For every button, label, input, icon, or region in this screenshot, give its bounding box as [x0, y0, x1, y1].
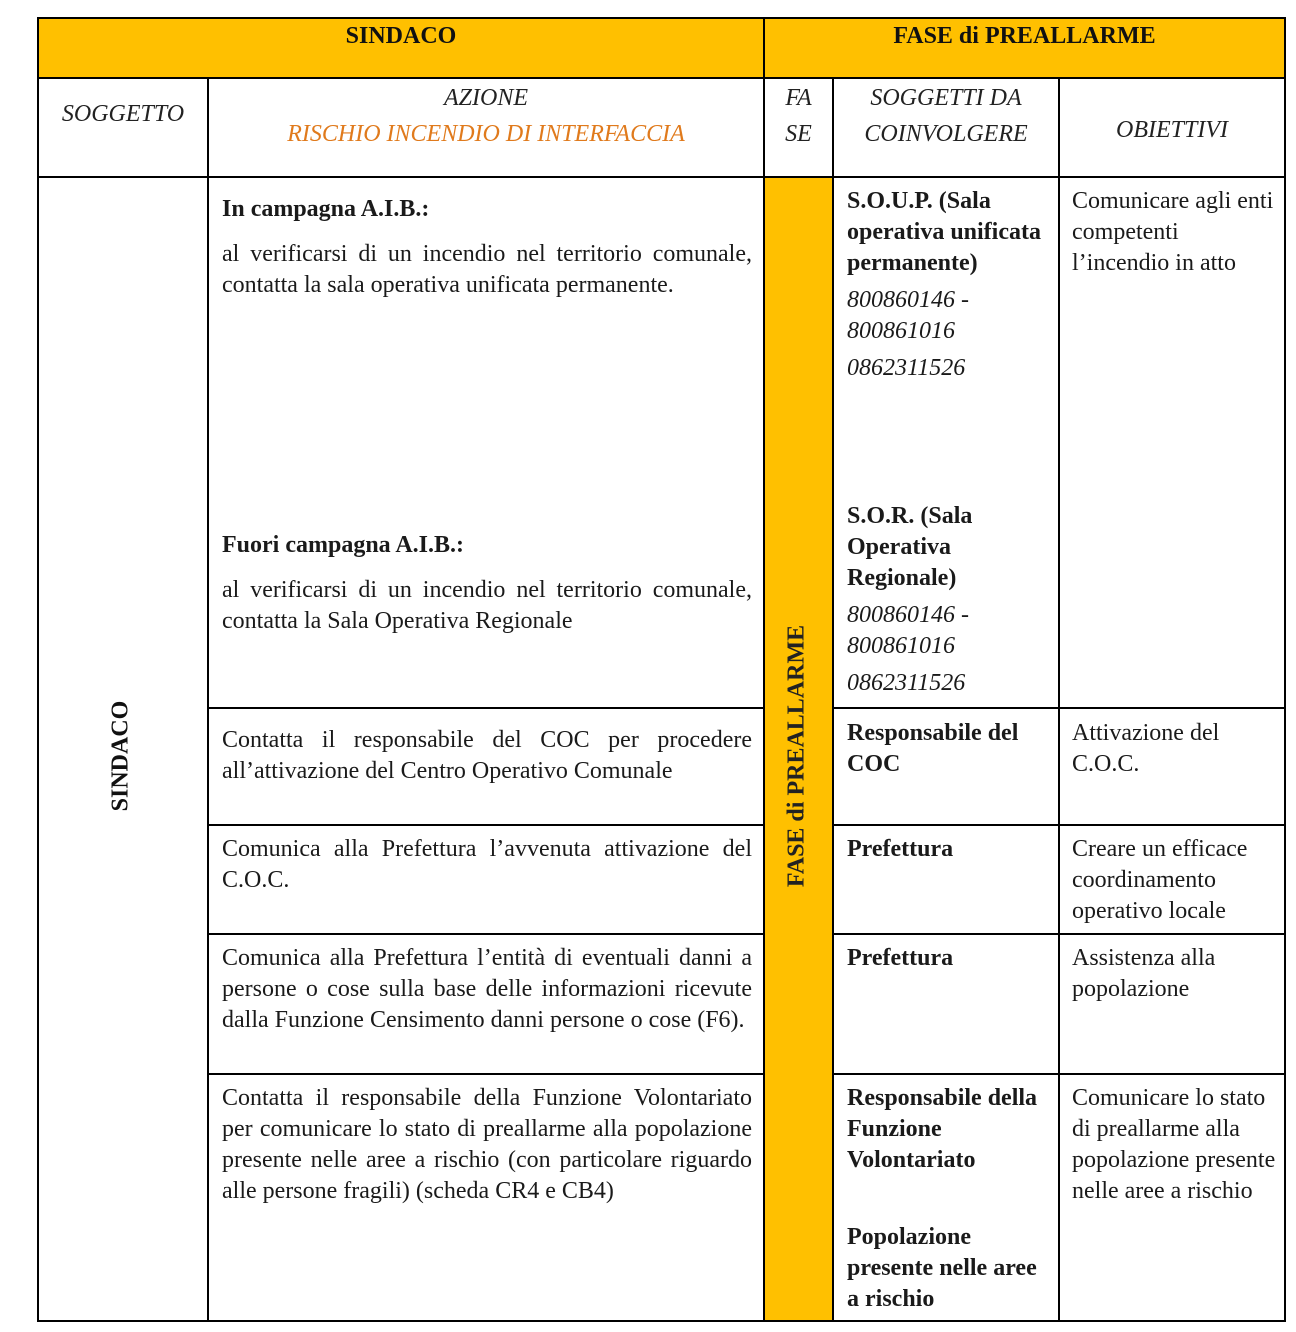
col-fase-line1: FA	[785, 85, 812, 111]
header-right: FASE di PREALLARME	[893, 23, 1156, 49]
row1-obiettivi: Comunicare agli enti competenti l’incendio in atto	[1072, 188, 1274, 276]
row1-soggetti-b-phone3: 0862311526	[847, 670, 966, 696]
header-left: SINDACO	[345, 23, 457, 49]
col-azione-label: AZIONE	[444, 85, 528, 111]
row1-soggetti-b-name: S.O.R. (Sala Operativa Regionale)	[847, 503, 973, 591]
row4-obiettivi: Assistenza alla popolazione	[1072, 945, 1216, 1002]
row1-azione-b-title: Fuori campagna A.I.B.:	[222, 532, 465, 558]
row3-obiettivi: Creare un efficace coordinamento operativo locale	[1072, 836, 1248, 924]
fase-vertical: FASE di PREALLARME	[783, 624, 810, 888]
row1-soggetti-b-phone1: 800860146 -	[847, 602, 969, 628]
col-soggetto: SOGGETTO	[61, 101, 185, 127]
row1-soggetti-b	[847, 501, 1052, 699]
col-azione	[208, 80, 764, 152]
row1-azione	[222, 194, 752, 301]
col-azione-subtitle: RISCHIO INCENDIO DI INTERFACCIA	[287, 121, 685, 147]
row5-soggetti-a: Responsabile della Funzione Volontariato	[847, 1085, 1038, 1173]
row1-azione-b	[222, 530, 752, 637]
row1-soggetti-a-phone2: 800861016	[847, 318, 955, 344]
row1-soggetti-a-phone1: 800860146 -	[847, 287, 969, 313]
row1-azione-a-title: In campagna A.I.B.:	[222, 196, 430, 222]
col-soggetti	[833, 80, 1059, 152]
row3-soggetti: Prefettura	[847, 836, 954, 862]
row1-azione-a-text: al verificarsi di un incendio nel territorio comunale, contatta la sala operativa unificata permanente.	[222, 241, 752, 298]
row1-azione-b-text: al verificarsi di un incendio nel territorio comunale, contatta la Sala Operativa Regionale	[222, 577, 752, 634]
row2-obiettivi: Attivazione del C.O.C.	[1072, 720, 1220, 777]
col-obiettivi: OBIETTIVI	[1116, 117, 1228, 143]
soggetto-vertical: SINDACO	[107, 700, 134, 812]
col-soggetti-line2: COINVOLGERE	[864, 121, 1028, 147]
col-fase-line2: SE	[785, 121, 812, 147]
row5-obiettivi: Comunicare lo stato di preallarme alla popolazione presente nelle aree a rischio	[1072, 1085, 1276, 1204]
row1-soggetti-a	[847, 186, 1052, 384]
row3-azione: Comunica alla Prefettura l’avvenuta attivazione del C.O.C.	[222, 836, 752, 893]
col-soggetti-line1: SOGGETTI DA	[870, 85, 1022, 111]
row1-soggetti-a-name: S.O.U.P. (Sala operativa unificata permanente)	[847, 188, 1041, 276]
row4-soggetti: Prefettura	[847, 945, 954, 971]
row5-soggetti-b: Popolazione presente nelle aree a rischio	[847, 1224, 1037, 1312]
row5-azione: Contatta il responsabile della Funzione Volontariato per comunicare lo stato di preallarme alla popolazione presente nelle aree a rischio (con particolare riguardo alle persone fragili) (scheda CR4 e CB4)	[222, 1085, 752, 1204]
row4-azione: Comunica alla Prefettura l’entità di eventuali danni a persone o cose sulla base delle informazioni ricevute dalla Funzione Censimento danni persone o cose (F6).	[222, 945, 752, 1033]
row1-soggetti-a-phone3: 0862311526	[847, 355, 966, 381]
col-fase	[764, 80, 833, 152]
row2-soggetti: Responsabile del COC	[847, 720, 1019, 777]
row2-azione: Contatta il responsabile del COC per procedere all’attivazione del Centro Operativo Comunale	[222, 727, 752, 784]
row1-soggetti-b-phone2: 800861016	[847, 633, 955, 659]
